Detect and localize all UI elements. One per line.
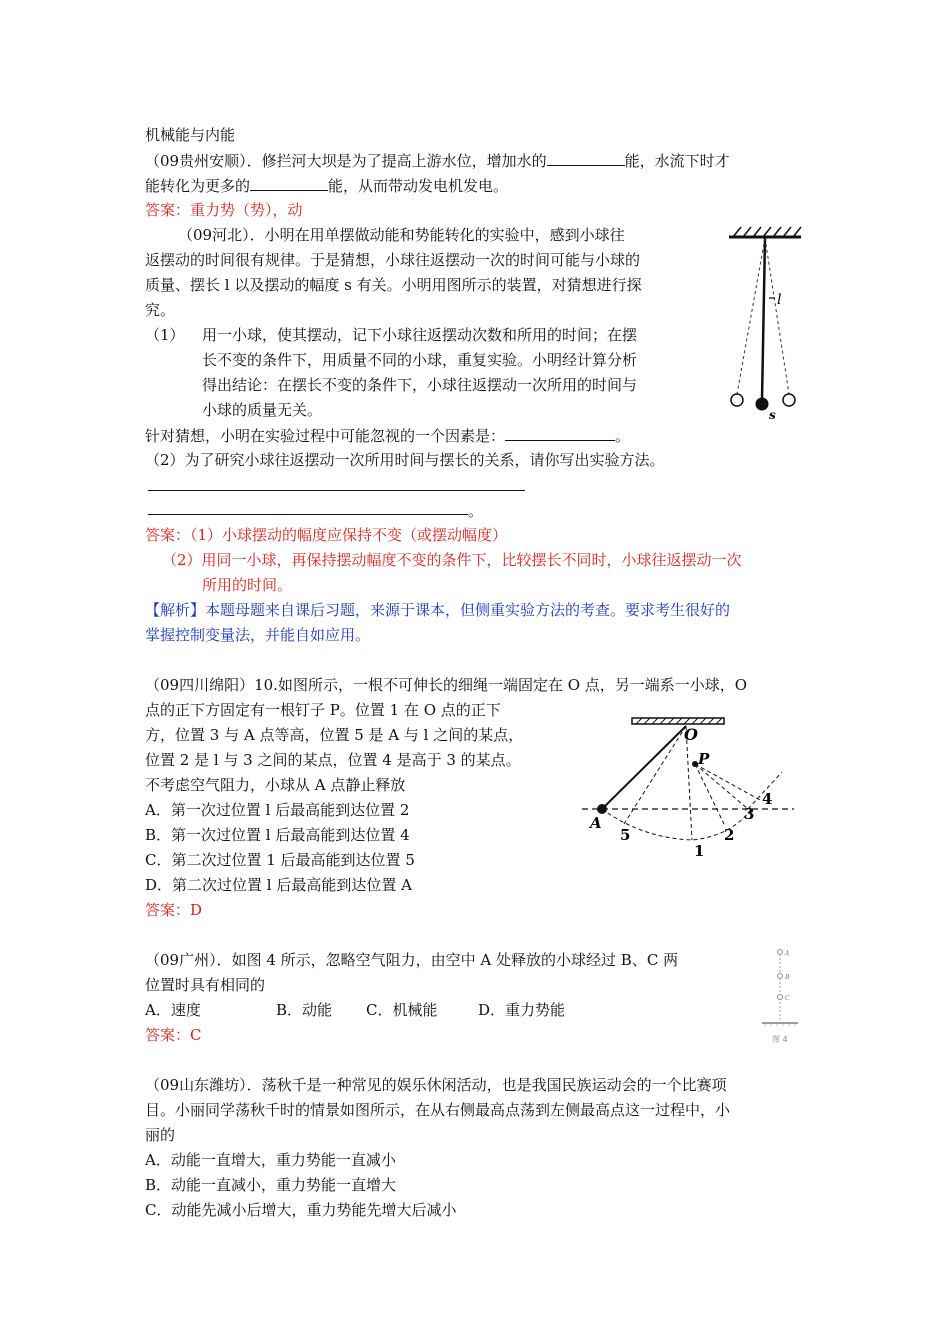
label-1: 1 [694,842,705,860]
pendulum-figure [725,222,817,422]
label-amplitude: s [769,408,776,422]
q4-option-c: C．机械能 [366,1001,438,1019]
q3-answer: 答案：D [145,901,203,919]
label-3: 3 [744,805,755,823]
section-title: 机械能与内能 [145,126,236,144]
label-length: l [777,292,782,308]
label-5: 5 [620,826,631,844]
q3-option-d: D．第二次过位置 l 后最高能到达位置 A [145,876,412,894]
q1-line-2 [145,174,508,197]
q1-text-b: 能，水流下时才 [624,152,730,170]
label-A: A [590,814,602,832]
q2-item1-number: （1） [145,326,185,344]
q2-factor-line [145,424,630,447]
q5-option-b: B．动能一直减小，重力势能一直增大 [145,1176,397,1194]
q1-blank-2 [250,174,328,191]
q2-item2: （2）为了研究小球往返摆动一次所用时间与摆长的关系，请你写出实验方法。 [145,451,665,469]
q2-answer-blank-1 [148,490,525,491]
q3-line-1: （09四川绵阳）10.如图所示，一根不可伸长的细绳一端固定在 O 点，另一端系一小球，O [145,676,748,694]
q2-answer-2a: （2）用同一小球，再保持摆动幅度不变的条件下，比较摆长不同时，小球往返摆动一次 [162,551,742,569]
q5-option-a: A．动能一直增大，重力势能一直减小 [145,1151,396,1169]
q2-answer-blank-2 [148,514,468,515]
q3-option-b: B．第一次过位置 l 后最高能到达位置 4 [145,826,410,844]
label-4: 4 [762,790,773,808]
label-fig4-B: B [785,974,790,981]
q4-option-a: A．速度 [145,1001,201,1019]
q1-answer: 答案：重力势（势），动 [145,201,303,219]
label-O: O [684,725,698,744]
q1-line-1 [145,149,730,172]
q2-item1-line-2: 长不变的条件下，用质量不同的小球，重复实验。小明经计算分析 [202,351,638,369]
q2-item1-line-3: 得出结论：在摆长不变的条件下，小球往返摆动一次所用的时间与 [202,376,638,394]
q2-answer-1: 答案：（1）小球摆动的幅度应保持不变（或摆动幅度） [145,526,508,544]
q1-text-c: 能转化为更多的 [145,177,251,195]
q3-line-2: 点的正下方固定有一根钉子 P。位置 1 在 O 点的正下 [145,701,501,719]
q3-line-5: 不考虑空气阻力，小球从 A 点静止释放 [145,776,406,794]
nail-pendulum-figure [582,712,800,860]
q2-item1-line-4: 小球的质量无关。 [202,401,323,419]
q1-text-a: （09贵州安顺）．修拦河大坝是为了提高上游水位，增加水的 [145,152,547,170]
q5-line-2: 目。小丽同学荡秋千时的情景如图所示，在从右侧最高点荡到左侧最高点这一过程中，小 [145,1101,731,1119]
q4-line-1: （09广州）．如图 4 所示，忽略空气阻力，由空中 A 处释放的小球经过 B、C 两 [145,951,679,969]
q3-option-a: A．第一次过位置 l 后最高能到达位置 2 [145,801,410,819]
q4-option-b: B．动能 [276,1001,333,1019]
q5-option-c: C．动能先减小后增大，重力势能先增大后减小 [145,1201,457,1219]
q5-line-1: （09山东潍坊）．荡秋千是一种常见的娱乐休闲活动，也是我国民族运动会的一个比赛项 [145,1076,727,1094]
q2-analysis-1: 【解析】本题母题来自课后习题，来源于课本，但侧重实验方法的考查。要求考生很好的 [145,601,731,619]
q2-item1-line-1: 用一小球，使其摆动，记下小球往返摆动次数和所用的时间；在摆 [202,326,638,344]
label-fig4-A: A [785,950,790,957]
q4-answer: 答案：C [145,1026,202,1044]
q1-blank-1 [547,149,625,166]
q2-line-3: 质量、摆长 l 以及摆动的幅度 s 有关。小明用图所示的装置，对猜想进行探 [145,276,642,294]
q1-text-d: 能，从而带动发电机发电。 [328,177,509,195]
q2-factor-end: 。 [615,427,631,445]
q4-option-d: D．重力势能 [478,1001,566,1019]
label-2: 2 [724,826,735,844]
q3-line-4: 位置 2 是 l 与 3 之间的某点，位置 4 是高于 3 的某点。 [145,751,521,769]
q2-answer-2b: 所用的时间。 [202,576,293,594]
falling-ball-figure [758,942,802,1046]
q2-factor-blank [505,424,615,441]
label-P: P [698,750,710,768]
q5-line-3: 丽的 [145,1126,176,1144]
q3-line-3: 方，位置 3 与 A 点等高，位置 5 是 A 与 l 之间的某点， [145,726,524,744]
q4-line-2: 位置时具有相同的 [145,976,266,994]
q2-line-1: （09河北）．小明在用单摆做动能和势能转化的实验中，感到小球往 [178,226,625,244]
label-fig4-caption: 图 4 [772,1035,788,1044]
q2-factor-text: 针对猜想，小明在实验过程中可能忽视的一个因素是： [145,427,506,445]
q3-option-c: C．第二次过位置 1 后最高能到达位置 5 [145,851,415,869]
q2-blank-end: 。 [468,502,484,520]
q2-line-4: 究。 [145,301,176,319]
q2-line-2: 返摆动的时间很有规律。于是猜想，小球往返摆动一次的时间可能与小球的 [145,251,641,269]
q2-analysis-2: 掌握控制变量法，并能自如应用。 [145,626,371,644]
label-fig4-C: C [785,995,790,1002]
